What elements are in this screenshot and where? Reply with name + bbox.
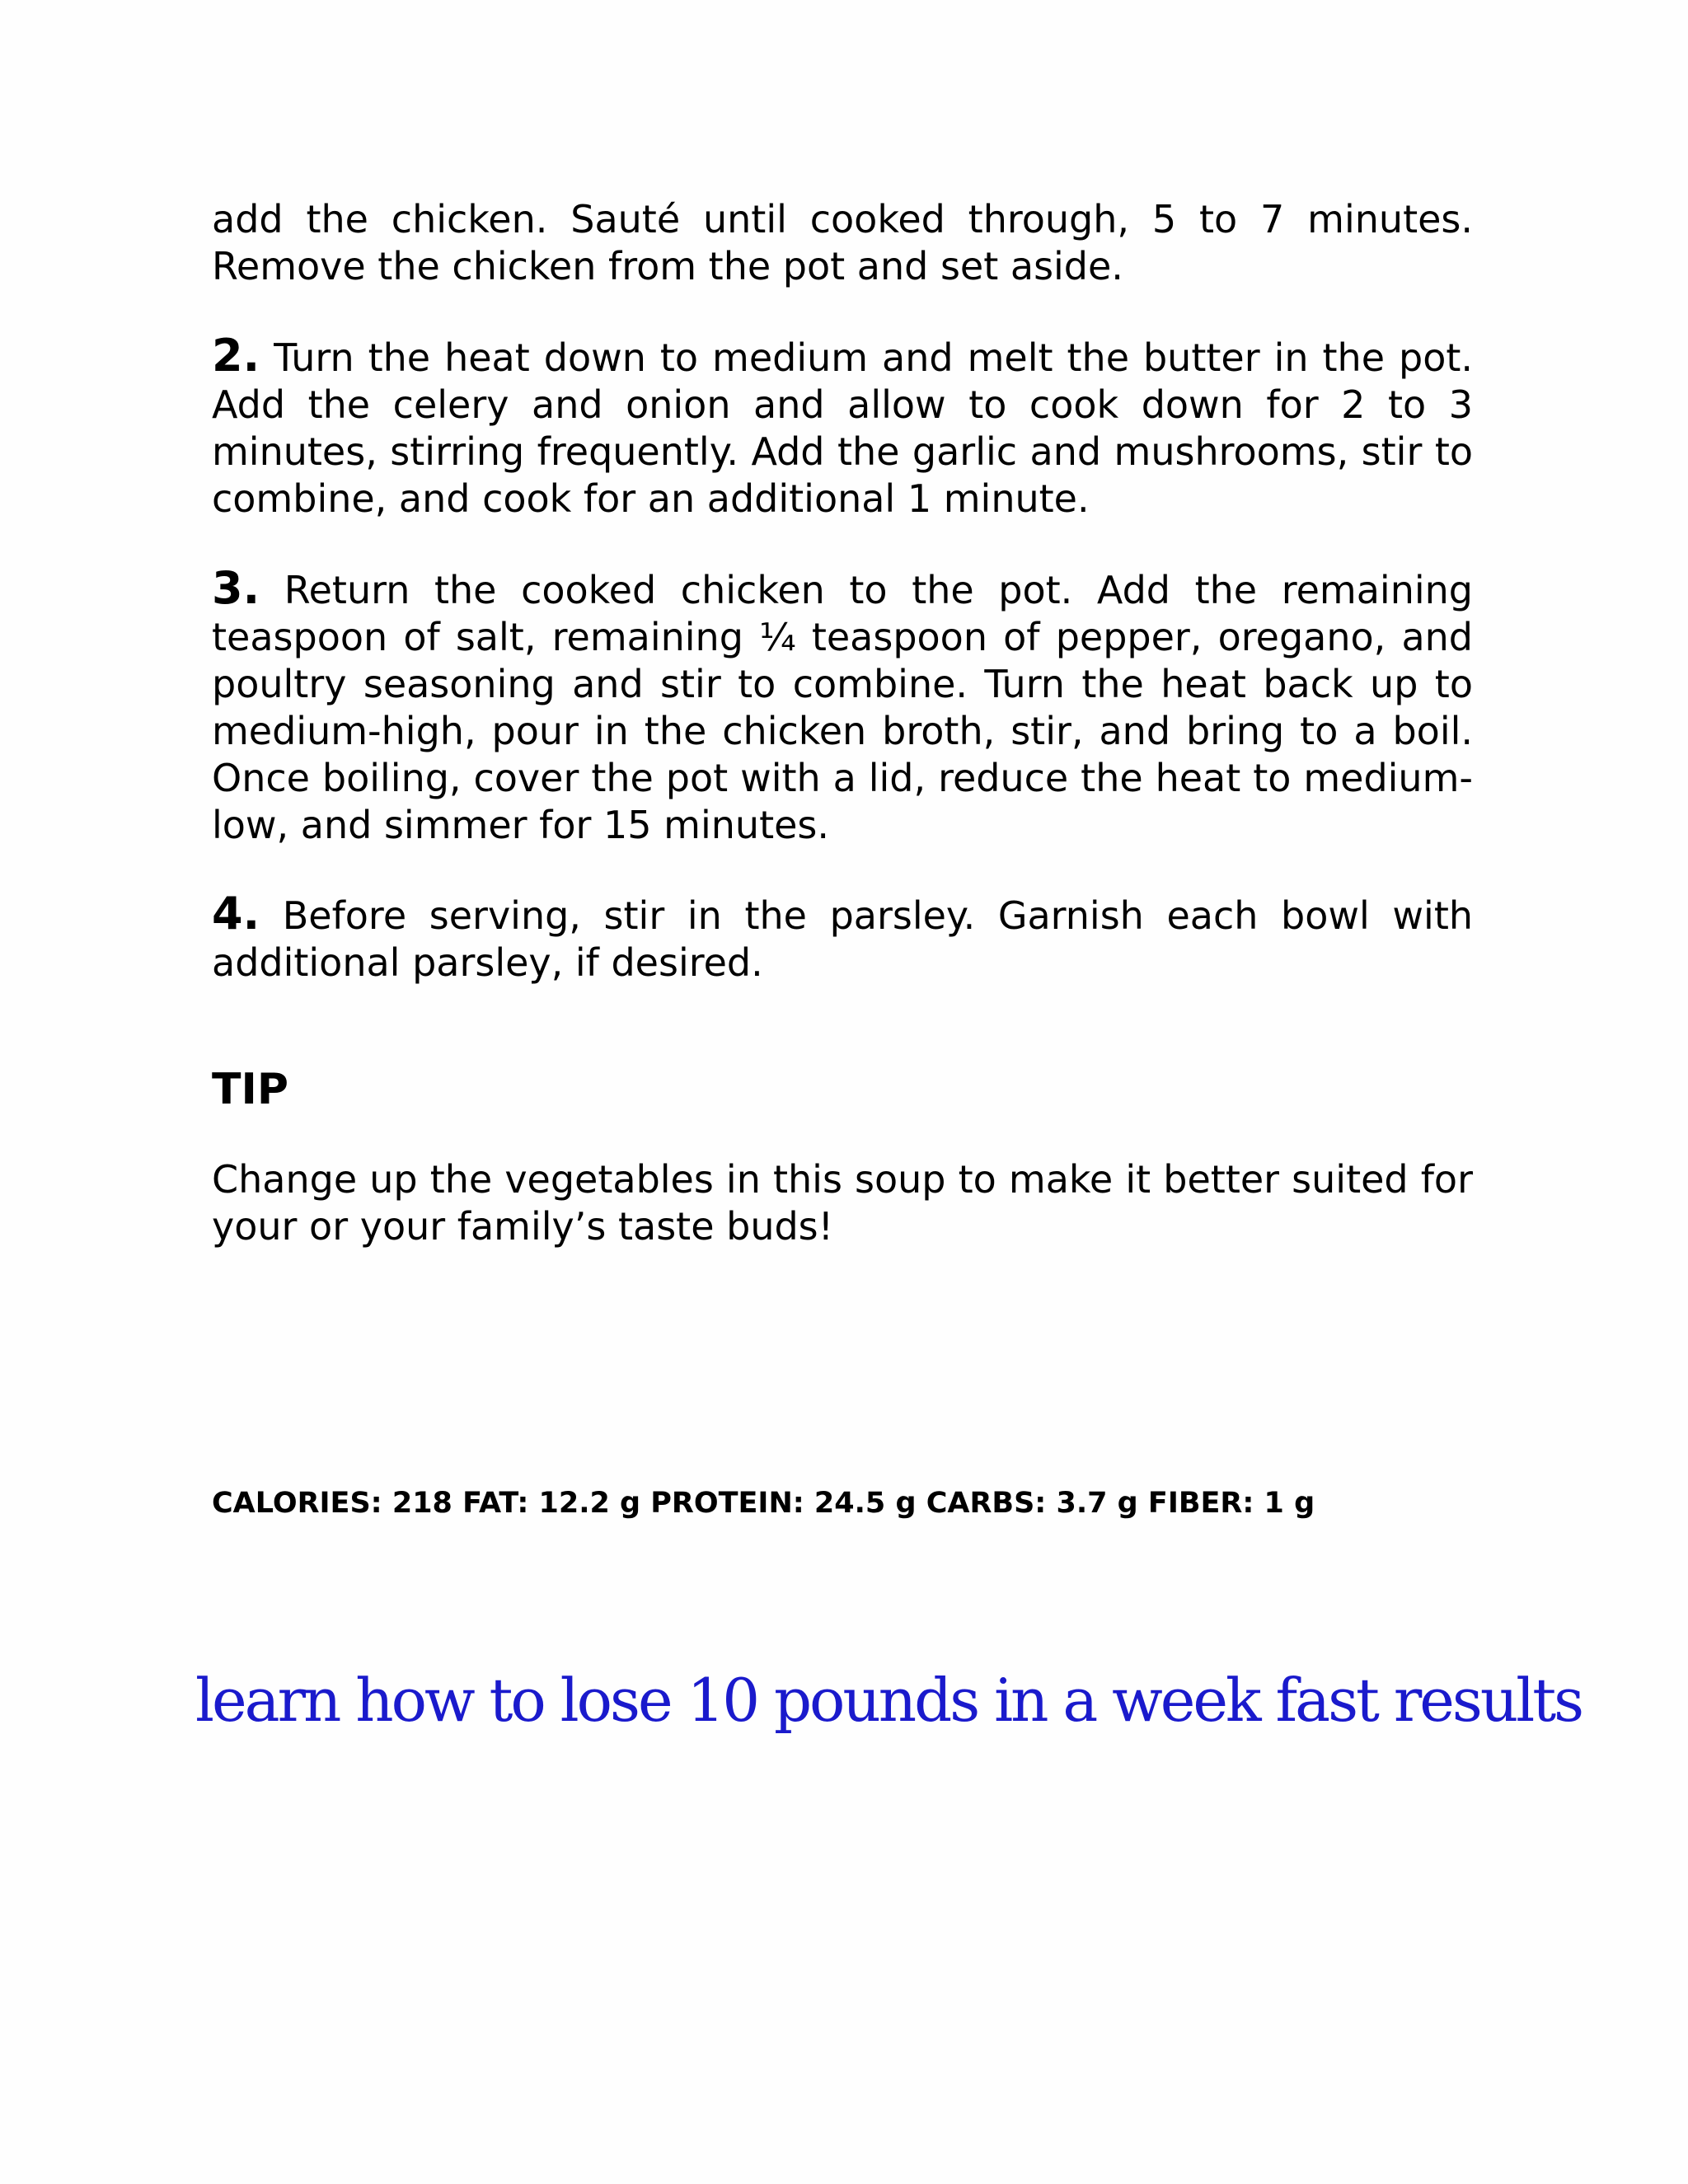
step-2 [212,332,1473,523]
promo-link[interactable]: learn how to lose 10 pounds in a week fast results [195,1666,1582,1735]
step-4-number: 4. [212,888,260,940]
step-3 [212,562,1473,849]
step-3-text: Return the cooked chicken to the pot. Add the remaining teaspoon of salt, remaining ¼ teaspoon of pepper, oregano, and poultry seasoning and stir to combine. Turn the heat back up to medium-high, pour in the chicken broth, stir, and bring to a boil. Once boiling, cover the pot with a lid, reduce the heat to medium-low, and simmer for 15 minutes. [212,568,1473,847]
step-4 [212,890,1473,987]
step-2-text: Turn the heat down to medium and melt the butter in the pot. Add the celery and onion and allow to cook down for 2 to 3 minutes, stirring frequently. Add the garlic and mushrooms, stir to combine, and cook for an additional 1 minute. [212,335,1474,521]
step-4-text: Before serving, stir in the parsley. Garnish each bowl with additional parsley, if desired. [212,893,1474,985]
tip-text: Change up the vegetables in this soup to make it better suited for your or your family’s taste buds! [212,1157,1473,1249]
step-3-number: 3. [212,562,260,614]
nutrition-facts: CALORIES: 218 FAT: 12.2 g PROTEIN: 24.5 g CARBS: 3.7 g FIBER: 1 g [212,1487,1315,1520]
step-2-number: 2. [212,330,260,382]
tip-heading: TIP [212,1065,288,1114]
step-1-continuation: add the chicken. Sauté until cooked through, 5 to 7 minutes. Remove the chicken from the pot and set aside. [212,197,1473,288]
